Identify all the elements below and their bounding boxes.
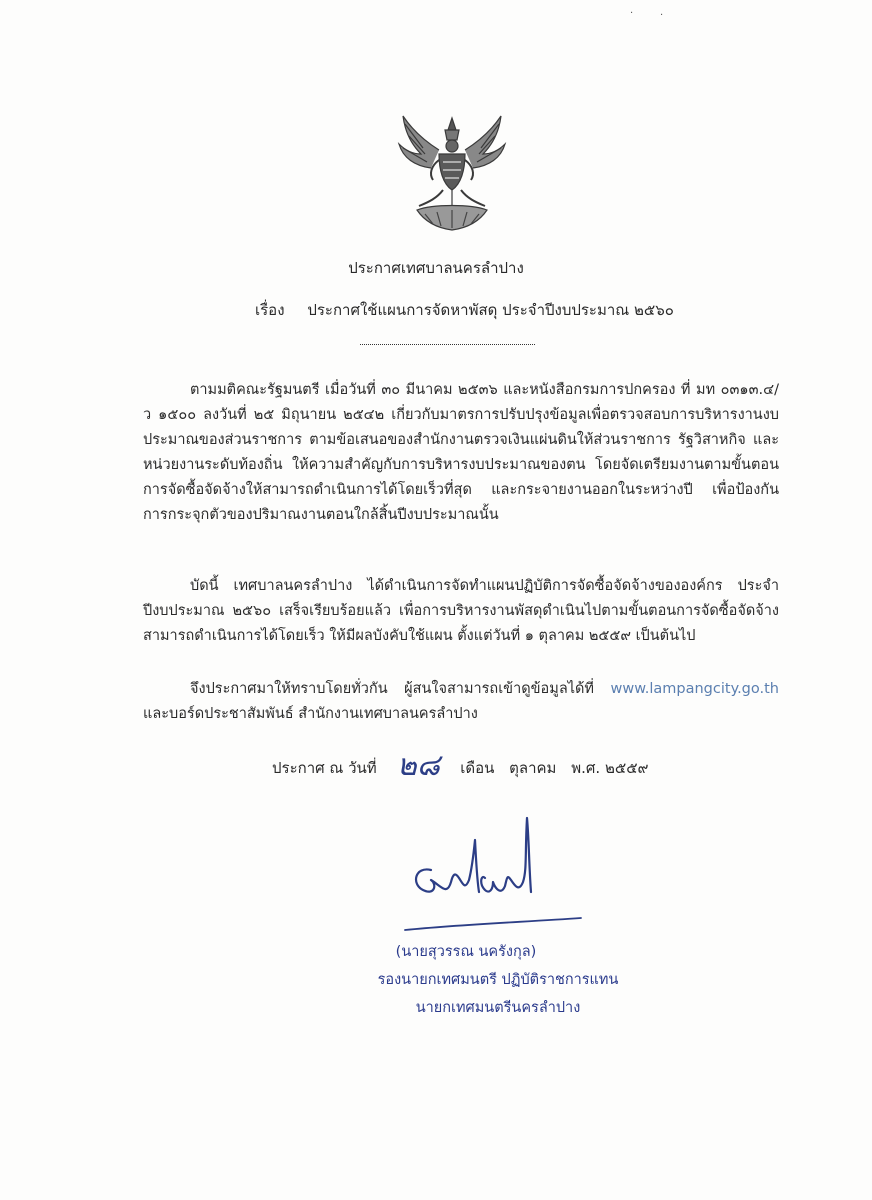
handwritten-day: ๒๘: [397, 748, 440, 783]
body-paragraph-2: บัดนี้ เทศบาลนครลำปาง ได้ดำเนินการจัดทำแผนปฏิบัติการจัดซื้อจัดจ้างขององค์กร ประจำปีงบประมาณ ๒๕๖๐ เสร็จเรียบร้อยแล้ว เพื่อการบริหารงานพัสดุดำเนินไปตามขั้นตอนการจัดซื้อจัดจ้าง สามารถดำเนินการได้โดยเร็ว ให้มีผลบังคับใช้แผน ตั้งแต่วันที่ ๑ ตุลาคม ๒๕๕๙ เป็นต้นไป: [143, 578, 779, 644]
body-paragraph-1: ตามมติคณะรัฐมนตรี เมื่อวันที่ ๓๐ มีนาคม ๒๕๓๖ และหนังสือกรมการปกครอง ที่ มท ๐๓๑๓.๔/ว ๑๕๐๐ ลงวันที่ ๒๕ มิถุนายน ๒๕๔๒ เกี่ยวกับมาตรการปรับปรุงข้อมูลเพื่อตรวจสอบการบริหารงานงบประมาณของส่วนราชการ ตามข้อเสนอของสำนักงานตรวจเงินแผ่นดินให้ส่วนราชการ รัฐวิสาหกิจ และหน่วยงานระดับท้องถิ่น ให้ความสำคัญกับการบริหารงบประมาณของตน โดยจัดเตรียมงานตามขั้นตอนการจัดซื้อจัดจ้างให้สามารถดำเนินการได้โดยเร็วที่สุด และกระจายงานออกในระหว่างปี เพื่อป้องกันการกระจุกตัวของปริมาณงานตอนใกล้สิ้นปีงบประมาณนั้น: [143, 382, 779, 523]
scan-speck: ·: [630, 8, 634, 19]
paragraph-3-outro: และบอร์ดประชาสัมพันธ์ สำนักงานเทศบาลนครลำปาง: [143, 706, 478, 722]
signer-title-line-2: นายกเทศมนตรีนครลำปาง: [415, 1000, 581, 1016]
date-prefix: ประกาศ ณ วันที่: [272, 759, 377, 777]
month-label: เดือน: [460, 759, 495, 777]
handwritten-signature: [385, 800, 585, 935]
subject-line: [255, 298, 674, 322]
body-paragraph-3: [143, 677, 779, 727]
subject-text: ประกาศใช้แผนการจัดหาพัสดุ ประจำปีงบประมาณ ๒๕๖๐: [307, 301, 674, 319]
signer-name: (นายสุวรรณ นครังกุล): [395, 944, 537, 960]
website-link[interactable]: www.lampangcity.go.th: [610, 681, 779, 697]
paragraph-3-intro: จึงประกาศมาให้ทราบโดยทั่วกัน ผู้สนใจสามารถเข้าดูข้อมูลได้ที่: [190, 681, 594, 697]
garuda-emblem-icon: [393, 110, 511, 232]
subject-label: เรื่อง: [255, 301, 285, 319]
year-value: พ.ศ. ๒๕๕๙: [571, 759, 649, 777]
announcement-title: ประกาศเทศบาลนครลำปาง: [348, 259, 524, 277]
month-value: ตุลาคม: [509, 759, 557, 777]
scan-speck: ·: [660, 10, 664, 21]
announcement-date: [272, 740, 649, 787]
separator-dotted-line: [360, 344, 535, 345]
signer-title-line-1: รองนายกเทศมนตรี ปฏิบัติราชการแทน: [377, 972, 619, 988]
